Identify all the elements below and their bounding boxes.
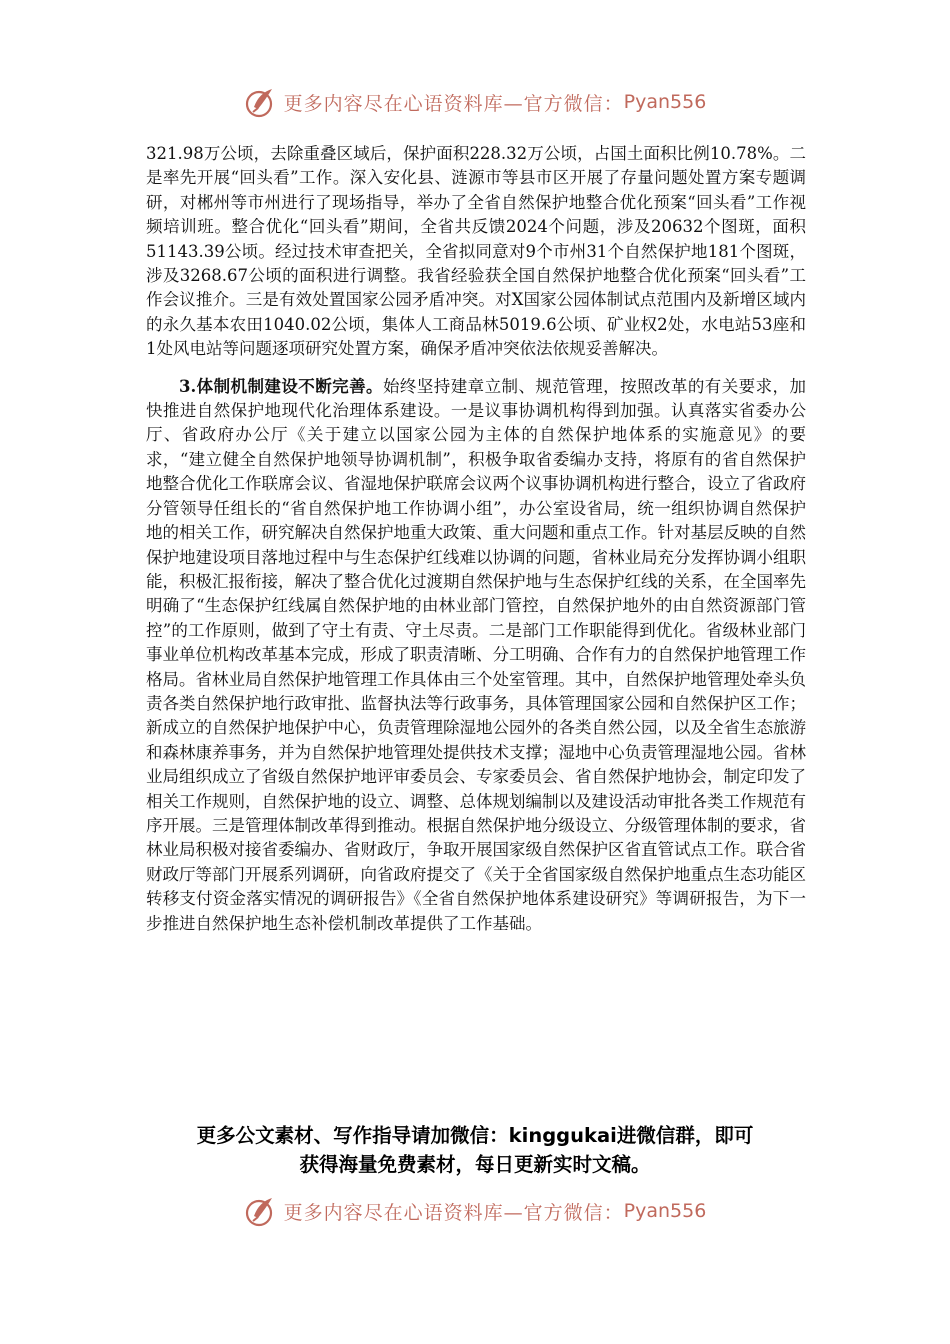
paragraph-2-text: 始终坚持建章立制、规范管理，按照改革的有关要求，加快推进自然保护地现代化治理体系建设。一是议事协调机构得到加强。认真落实省委办公厅、省政府办公厅《关于建立以国家公园为主体的自然保护地体系的实施意见》的要求，“建立健全自然保护地领导协调机制”，积极争取省委编办支持，将原有的省自然保护地整合优化工作联席会议、省湿地保护联席会议两个议事协调机构进行整合，设立了省政府分管领导任组长的“省自然保护地工作协调小组”，办公室设省局，统一组织协调自然保护地的相关工作，研究解决自然保护地重大政策、重大问题和重点工作。针对基层反映的自然保护地建设项目落地过程中与生态保护红线难以协调的问题，省林业局充分发挥协调小组职能，积极汇报衔接，解决了整合优化过渡期自然保护地与生态保护红线的关系，在全国率先明确了“生态保护红线属自然保护地的由林业部门管控，自然保护地外的由自然资源部门管控”的工作原则，做到了守土有责、守土尽责。二是部门工作职能得到优化。省级林业部门事业单位机构改革基本完成，形成了职责清晰、分工明确、合作有力的自然保护地管理工作格局。省林业局自然保护地管理工作具体由三个处室管理。其中，自然保护地管理处牵头负责各类自然保护地行政审批、监督执法等行政事务，具体管理国家公园和自然保护区工作；新成立的自然保护地保护中心，负责管理除湿地公园外的各类自然公园，以及全省生态旅游和森林康养事务，并为自然保护地管理处提供技术支撑；湿地中心负责管理湿地公园。省林业局组织成立了省级自然保护地评审委员会、专家委员会、省自然保护地协会，制定印发了相关工作规则，自然保护地的设立、调整、总体规划编制以及建设活动审批各类工作规范有序开展。三是管理体制改革得到推动。根据自然保护地分级设立、分级管理体制的要求，省林业局积极对接省委编办、省财政厅，争取开展国家级自然保护区省直管试点工作。联合省财政厅等部门开展系列调研，向省政府提交了《关于全省国家级自然保护地重点生态功能区转移支付资金落实情况的调研报告》《全省自然保护地体系建设研究》等调研报告，为下一步推进自然保护地生态补偿机制改革提供了工作基础。 — [146, 376, 806, 933]
promo-line-1: 更多公文素材、写作指导请加微信：kinggukai进微信群，即可 — [196, 1124, 754, 1147]
header-banner-wechat-id: Pyan556 — [623, 91, 707, 113]
footer-banner-text: 更多内容尽在心语资料库—官方微信： — [283, 1201, 624, 1224]
header-watermark-banner — [0, 82, 950, 122]
pen-logo-icon — [244, 85, 278, 119]
promo-line-2: 获得海量免费素材，每日更新实时文稿。 — [299, 1153, 651, 1176]
promo-notice — [120, 1121, 830, 1179]
paragraph-1: 321.98万公顷，去除重叠区域后，保护面积228.32万公顷，占国土面积比例10.78%。二是率先开展“回头看”工作。深入安化县、涟源市等县市区开展了存量问题处置方案专题调研，对郴州等市州进行了现场指导，举办了全省自然保护地整合优化预案“回头看”工作视频培训班。整合优化“回头看”期间，全省共反馈2024个问题，涉及20632个图斑，面积51143.39公顷。经过技术审查把关，全省拟同意对9个市州31个自然保护地181个图斑，涉及3268.67公顷的面积进行调整。我省经验获全国自然保护地整合优化预案“回头看”工作会议推介。三是有效处置国家公园矛盾冲突。对X国家公园体制试点范围内及新增区域内的永久基本农田1040.02公顷，集体人工商品林5019.6公顷、矿业权2处，水电站53座和1处风电站等问题逐项研究处置方案，确保矛盾冲突依法依规妥善解决。 — [146, 144, 806, 359]
pen-logo-icon — [244, 1194, 278, 1228]
paragraph-2-heading: 3.体制机制建设不断完善。 — [179, 376, 383, 396]
paragraph-2 — [146, 375, 806, 936]
document-body — [146, 142, 806, 936]
footer-watermark-banner — [0, 1191, 950, 1231]
header-banner-text: 更多内容尽在心语资料库—官方微信： — [283, 92, 624, 115]
footer-banner-wechat-id: Pyan556 — [623, 1200, 707, 1222]
